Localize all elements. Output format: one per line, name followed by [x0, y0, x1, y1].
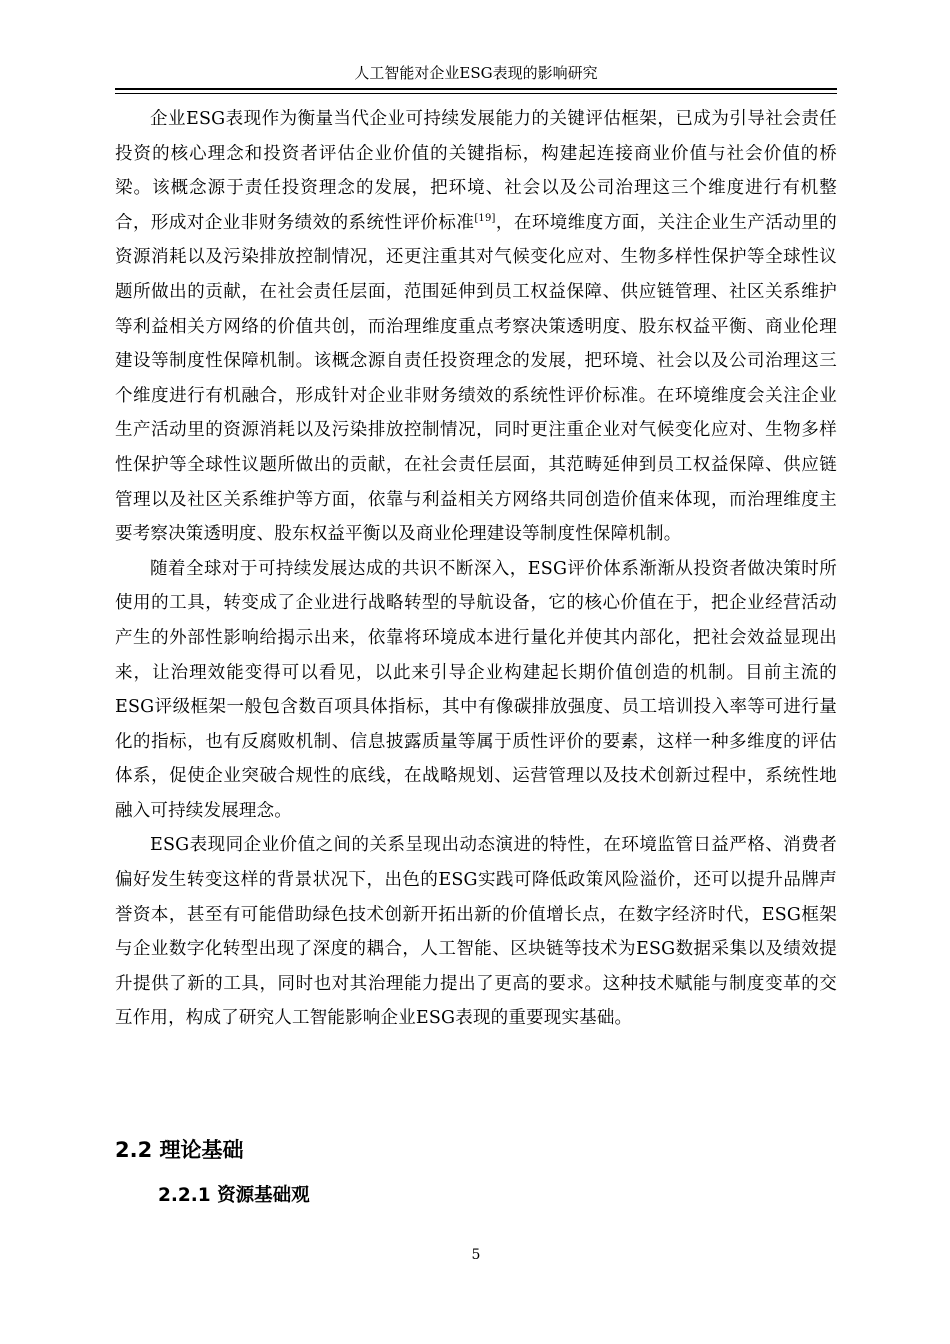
- paragraph-esg-definition: [115, 102, 837, 552]
- subsection-heading: 2.2.1 资源基础观: [158, 1185, 310, 1206]
- paragraph-text: ，在环境维度方面，关注企业生产活动里的资源消耗以及污染排放控制情况，还更注重其对气候变化应对、生物多样性保护等全球性议题所做出的贡献，在社会责任层面，范围延伸到员工权益保障、供应链管理、社区关系维护等利益相关方网络的价值共创，而治理维度重点考察决策透明度、股东权益平衡、商业伦理建设等制度性保障机制。该概念源自责任投资理念的发展，把环境、社会以及公司治理这三个维度进行有机融合，形成针对企业非财务绩效的系统性评价标准。在环境维度会关注企业生产活动里的资源消耗以及污染排放控制情况，同时更注重企业对气候变化应对、生物多样性保护等全球性议题所做出的贡献，在社会责任层面，其范畴延伸到员工权益保障、供应链管理以及社区关系维护等方面，依靠与利益相关方网络共同创造价值来体现，而治理维度主要考察决策透明度、股东权益平衡以及商业伦理建设等制度性保障机制。: [115, 212, 837, 545]
- page-number: 5: [471, 1247, 481, 1263]
- running-header: 人工智能对企业ESG表现的影响研究: [354, 64, 598, 82]
- paragraph-esg-evaluation: 随着全球对于可持续发展达成的共识不断深入，ESG评价体系渐渐从投资者做决策时所使用的工具，转变成了企业进行战略转型的导航设备，它的核心价值在于，把企业经营活动产生的外部性影响给揭示出来，依靠将环境成本进行量化并使其内部化，把社会效益显现出来，让治理效能变得可以看见，以此来引导企业构建起长期价值创造的机制。目前主流的ESG评级框架一般包含数百项具体指标，其中有像碳排放强度、员工培训投入率等可进行量化的指标，也有反腐败机制、信息披露质量等属于质性评价的要素，这样一种多维度的评估体系，促使企业突破合规性的底线，在战略规划、运营管理以及技术创新过程中，系统性地融入可持续发展理念。: [115, 558, 837, 821]
- paragraph-esg-value: ESG表现同企业价值之间的关系呈现出动态演进的特性，在环境监管日益严格、消费者偏好发生转变这样的背景状况下，出色的ESG实践可降低政策风险溢价，还可以提升品牌声誉资本，甚至有可能借助绿色技术创新开拓出新的价值增长点，在数字经济时代，ESG框架与企业数字化转型出现了深度的耦合，人工智能、区块链等技术为ESG数据采集以及绩效提升提供了新的工具，同时也对其治理能力提出了更高的要求。这种技术赋能与制度变革的交互作用，构成了研究人工智能影响企业ESG表现的重要现实基础。: [115, 835, 837, 1029]
- section-heading: 2.2 理论基础: [115, 1138, 244, 1162]
- paragraph-text: 企业ESG表现作为衡量当代企业可持续发展能力的关键评估框架，已成为引导社会责任投资的核心理念和投资者评估企业价值的关键指标，构建起连接商业价值与社会价值的桥梁。该概念源于责任投资理念的发展，把环境、社会以及公司治理这三个维度进行有机整合，形成对企业非财务绩效的系统性评价标准: [115, 109, 837, 233]
- header-divider: [115, 88, 837, 94]
- citation-reference[interactable]: [19]: [474, 212, 496, 224]
- body-text: [115, 102, 837, 1036]
